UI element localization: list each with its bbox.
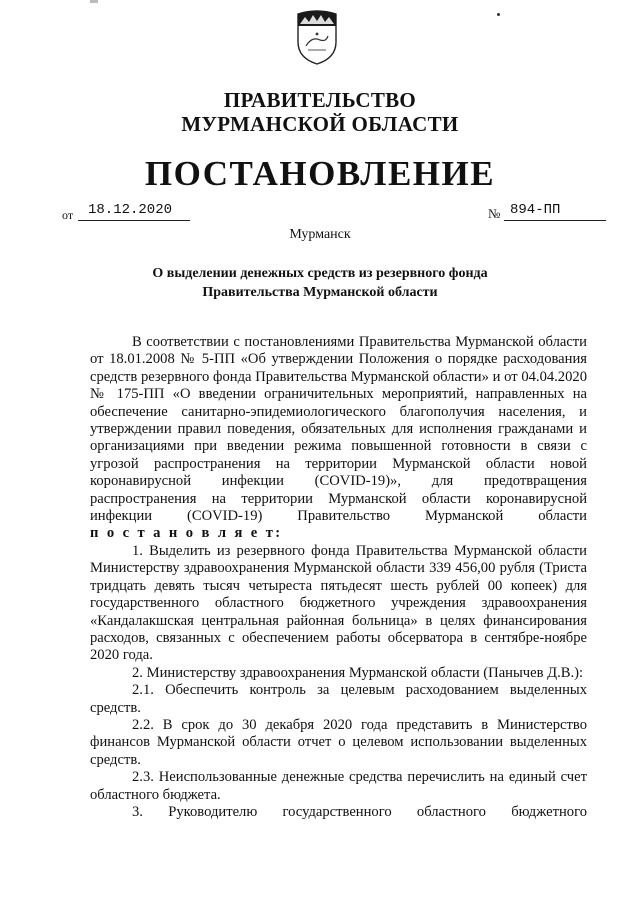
city-name: Мурманск [289, 227, 351, 242]
document-title-line1: О выделении денежных средств из резервного фонда [152, 266, 488, 281]
item-2-2-paragraph: 2.2. В срок до 30 декабря 2020 года представить в Министерство финансов Мурманской области отчет о целевом использовании выделенных средств. [90, 716, 587, 768]
coat-of-arms-icon [292, 6, 342, 66]
government-name-line2: МУРМАНСКОЙ ОБЛАСТИ [181, 112, 459, 136]
item-1-paragraph: 1. Выделить из резервного фонда Правительства Мурманской области Министерству здравоохранения Мурманской области 339 456,00 рубля (Триста тридцать девять тысяч четыреста пятьдесят шесть рублей 00 копеек) для государственного областного бюджетного учреждения здравоохранения «Кандалакшская центральная районная больница» в целях финансирования расходов, связанных с обеспечением работы обсерватора в сентябре-ноябре 2020 года. [90, 542, 587, 664]
document-title-line2: Правительства Мурманской области [202, 285, 438, 300]
document-type-heading: ПОСТАНОВЛЕНИЕ [144, 154, 496, 193]
document-date: 18.12.2020 [78, 200, 190, 221]
government-name-line1: ПРАВИТЕЛЬСТВО [223, 88, 417, 112]
document-number: 894-ПП [504, 200, 606, 221]
scan-dot [497, 13, 500, 16]
item-2-paragraph: 2. Министерству здравоохранения Мурманской области (Панычев Д.В.): [132, 664, 584, 681]
document-body [90, 334, 587, 821]
scan-mark [90, 0, 98, 3]
date-prefix: от [62, 208, 74, 222]
decree-word: п о с т а н о в л я е т: [90, 525, 283, 542]
preamble-paragraph: В соответствии с постановлениями Правительства Мурманской области от 18.01.2008 № 5-ПП «Об утверждении Положения о порядке расходования средств резервного фонда Правительства Мурманской области» и от 04.04.2020 № 175-ПП «О введении ограничительных мероприятий, направленных на обеспечение санитарно-эпидемиологического благополучия населения, и утверждении правил поведения, обязательных для исполнения гражданами и организациями при введении режима повышенной готовности в связи с угрозой распространения на территории Мурманской области новой коронавирусной инфекции (COVID-19)», для предотвращения распространения на территории Мурманской области коронавирусной инфекции (COVID-19) Правительство Мурманской области [90, 334, 587, 525]
item-2-3-paragraph: 2.3. Неиспользованные денежные средства перечислить на единый счет областного бюджета. [90, 769, 587, 803]
item-2-1-paragraph: 2.1. Обеспечить контроль за целевым расходованием выделенных средств. [90, 682, 587, 716]
document-title [100, 264, 540, 302]
item-3-paragraph: 3. Руководителю государственного областного бюджетного [132, 803, 587, 820]
number-prefix: № [488, 206, 501, 221]
